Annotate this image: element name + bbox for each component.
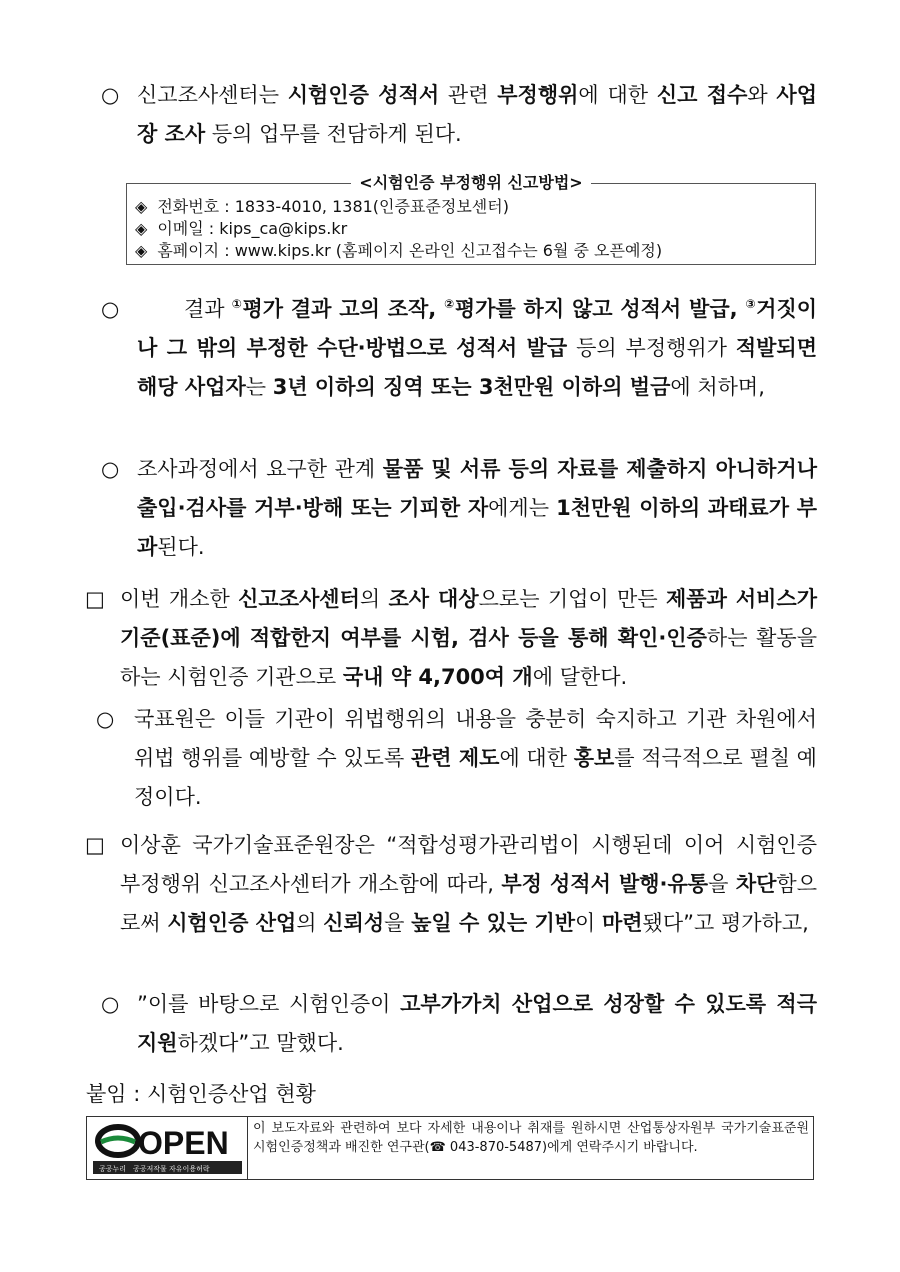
paragraph-director-quote: 이상훈 국가기술표준원장은 “적합성평가관리법이 시행된데 이어 시험인증 부정행위 신고조사센터가 개소함에 따라, 부정 성적서 발행·유통을 차단함으로써 시험인증 산업의 신뢰성을 높일 수 있는 기반이 마련됐다”고 평가하고, bbox=[120, 833, 817, 935]
paragraph-support: ”이를 바탕으로 시험인증이 고부가가치 산업으로 성장할 수 있도록 적극 지원하겠다”고 말했다. bbox=[137, 992, 817, 1055]
open-license-logo bbox=[91, 1121, 244, 1175]
svg-text:OPEN: OPEN bbox=[138, 1125, 229, 1161]
diamond-icon: ◈ bbox=[135, 241, 148, 260]
circle-bullet: ○ bbox=[101, 992, 120, 1016]
circle-bullet: ○ bbox=[101, 457, 120, 481]
open-license-box bbox=[86, 1116, 814, 1180]
svg-text:공공저작물 자유이용허락: 공공저작물 자유이용허락 bbox=[133, 1165, 210, 1173]
open-divider bbox=[247, 1117, 248, 1179]
svg-text:공공누리: 공공누리 bbox=[99, 1165, 127, 1173]
circle-bullet: ○ bbox=[96, 707, 115, 731]
attachment-note: 붙임 : 시험인증산업 현황 bbox=[86, 1082, 316, 1106]
paragraph-fines: 조사과정에서 요구한 관계 물품 및 서류 등의 자료를 제출하지 아니하거나 출입·검사를 거부·방해 또는 기피한 자에게는 1천만원 이하의 과태료가 부과된다. bbox=[137, 457, 817, 559]
report-homepage: ◈ 홈페이지 : www.kips.kr (홈페이지 온라인 신고접수는 6월 중 오픈예정) bbox=[135, 241, 663, 260]
contact-info: 이 보도자료와 관련하여 보다 자세한 내용이나 취재를 원하시면 산업통상자원부 국가기술표준원 시험인증정책과 배진한 연구관(☎ 043-870-5487)에게 연락주시기 바랍니다. bbox=[253, 1121, 809, 1155]
report-phone: ◈ 전화번호 : 1833-4010, 1381(인증표준정보센터) bbox=[135, 197, 509, 216]
square-bullet: □ bbox=[85, 833, 105, 857]
phone-icon: ☎ bbox=[429, 1140, 446, 1155]
paragraph-promotion: 국표원은 이들 기관이 위법행위의 내용을 충분히 숙지하고 기관 차원에서 위법 행위를 예방할 수 있도록 관련 제도에 대한 홍보를 적극적으로 펼칠 예정이다. bbox=[134, 707, 817, 809]
report-methods-box bbox=[126, 173, 816, 265]
square-bullet: □ bbox=[85, 587, 105, 611]
circle-bullet: ○ bbox=[101, 297, 120, 321]
report-methods-title: <시험인증 부정행위 신고방법> bbox=[351, 173, 590, 192]
paragraph-center-duties: 신고조사센터는 시험인증 성적서 관련 부정행위에 대한 신고 접수와 사업장 조사 등의 업무를 전담하게 된다. bbox=[137, 83, 817, 146]
circle-bullet: ○ bbox=[101, 83, 120, 107]
diamond-icon: ◈ bbox=[135, 219, 148, 238]
paragraph-penalties: 결과 ①평가 결과 고의 조작, ②평가를 하지 않고 성적서 발급, ③거짓이나 그 밖의 부정한 수단·방법으로 성적서 발급 등의 부정행위가 적발되면 해당 사업자는 3년 이하의 징역 또는 3천만원 이하의 벌금에 처하며, bbox=[137, 297, 818, 399]
diamond-icon: ◈ bbox=[135, 197, 148, 216]
paragraph-targets: 이번 개소한 신고조사센터의 조사 대상으로는 기업이 만든 제품과 서비스가 기준(표준)에 적합한지 여부를 시험, 검사 등을 통해 확인·인증하는 활동을 하는 시험인증 기관으로 국내 약 4,700여 개에 달한다. bbox=[120, 587, 817, 689]
report-email: ◈ 이메일 : kips_ca@kips.kr bbox=[135, 219, 348, 238]
